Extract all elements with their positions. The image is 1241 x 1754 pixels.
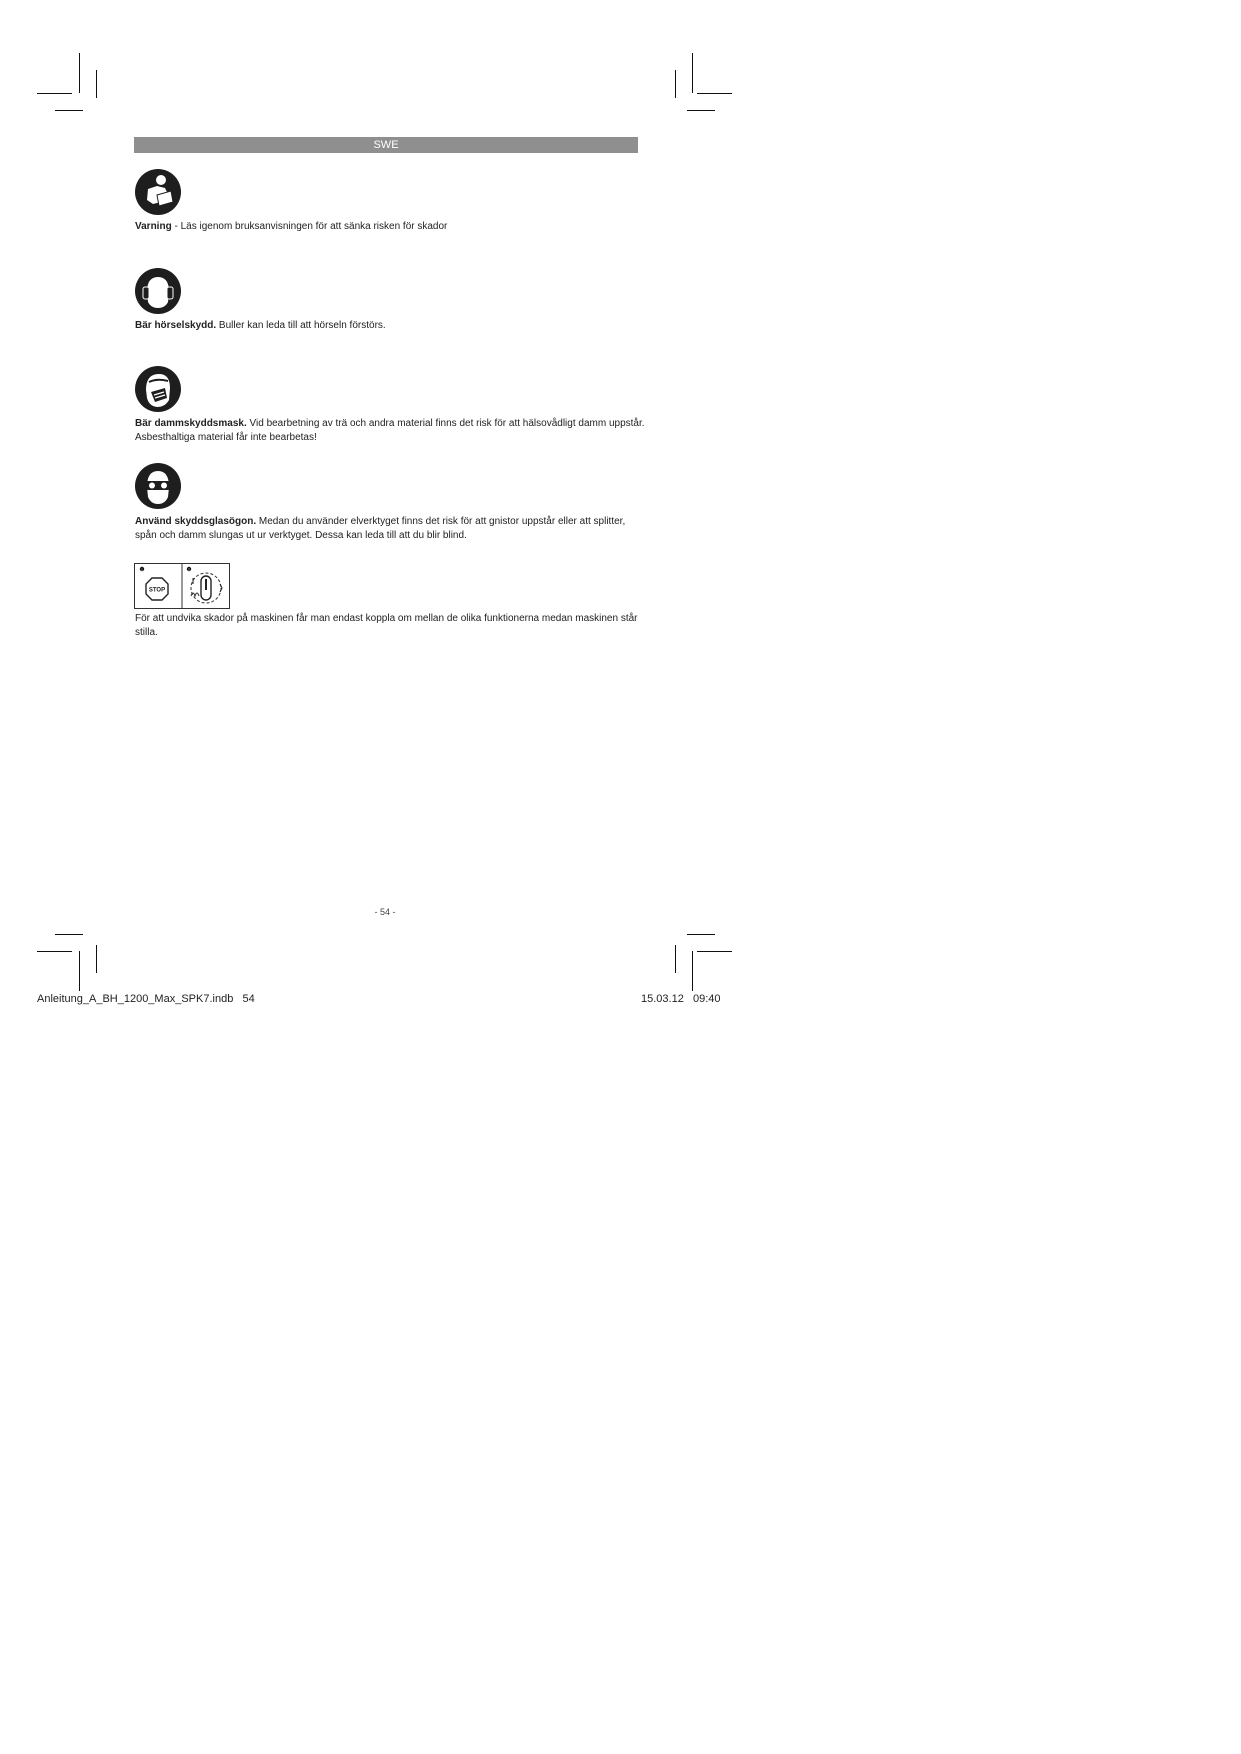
crop-mark [55,934,83,935]
crop-mark [687,934,715,935]
crop-mark [37,951,72,952]
stop-sign-label: STOP [148,587,166,594]
crop-mark [79,951,80,991]
crop-mark [692,951,693,991]
language-header: SWE [134,137,638,153]
crop-mark [697,93,732,94]
read-manual-icon [135,169,181,215]
page-number: - 54 - [374,907,396,917]
crop-mark [675,945,676,973]
dust-mask-icon [135,366,181,412]
crop-mark [692,53,693,93]
crop-mark [96,70,97,98]
crop-mark [37,93,72,94]
hearing-protection-icon [135,268,181,314]
footer-filename: Anleitung_A_BH_1200_Max_SPK7.indb 54 [37,993,255,1005]
warning-read-manual-text: Varning - Läs igenom bruksanvisningen för att sänka risken för skador [135,221,448,232]
step-two-label: 2 [188,567,190,572]
dust-mask-text: Bär dammskyddsmask. Vid bearbetning av trä och andra material finns det risk för att hälsovådligt damm uppstår. Asbesthaltiga material får inte bearbetas! [135,418,645,443]
crop-mark [687,110,715,111]
stop-switch-icon [134,563,230,609]
function-switch-text: För att undvika skador på maskinen får man endast koppla om mellan de olika funktionerna medan maskinen står stilla. [135,613,638,638]
crop-mark [675,70,676,98]
safety-goggles-icon [135,463,181,509]
step-one-label: 1 [141,567,143,572]
footer-datetime: 15.03.12 09:40 [641,993,721,1005]
crop-mark [697,951,732,952]
crop-mark [96,945,97,973]
crop-mark [55,110,83,111]
crop-mark [79,53,80,93]
hearing-protection-text: Bär hörselskydd. Buller kan leda till att hörseln förstörs. [135,320,386,331]
safety-goggles-text: Använd skyddsglasögon. Medan du använder elverktyget finns det risk för att gnistor uppstår eller att splitter, spån och damm slungas ut ur verktyget. Dessa kan leda till att du blir blind. [135,516,626,541]
